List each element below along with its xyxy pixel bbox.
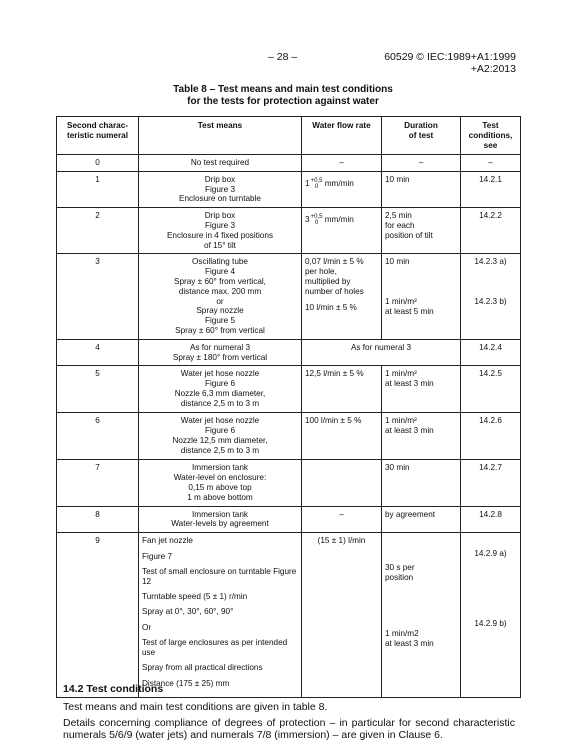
header-flow-rate: Water flow rate: [302, 117, 382, 155]
row-numeral: 8: [57, 506, 139, 533]
row-numeral: 9: [57, 533, 139, 698]
row-flow-rate: [302, 460, 382, 506]
row-duration: –: [382, 155, 461, 172]
table-header-row: [57, 117, 521, 155]
table-caption: [0, 84, 566, 108]
row-flow-rate: 12,5 l/min ± 5 %: [302, 366, 382, 413]
row-flow-rate: –: [302, 155, 382, 172]
row-conditions: 14.2.2: [461, 208, 521, 254]
paragraph: Details concerning compliance of degrees of protection – in particular for second characteristic numerals 5/6/9 (water jets) and numerals 7/8 (immersion) – are given in Clause 6.: [63, 717, 515, 742]
header-numeral: Second charac- teristic numeral: [57, 117, 139, 155]
table-row: [57, 208, 521, 254]
row-flow-rate: (15 ± 1) l/min: [302, 533, 382, 698]
row-duration: by agreement: [382, 506, 461, 533]
row-conditions: –: [461, 155, 521, 172]
row-test-means: Fan jet nozzle Figure 7 Test of small enclosure on turntable Figure 12 Turntable speed (5 ± 1) r/min Spray at 0°, 30°, 60°, 90° Or Test of large enclosures as per intended use Spray from all practical directions Distance (175 ± 25) mm: [139, 533, 302, 698]
caption-line-1: Table 8 – Test means and main test conditions: [173, 84, 393, 95]
row-conditions: 14.2.6: [461, 413, 521, 460]
row-flow-rate: –: [302, 506, 382, 533]
standard-reference: [380, 51, 516, 75]
standard-line-2: +A2:2013: [470, 63, 516, 75]
row-conditions: 14.2.8: [461, 506, 521, 533]
section-title: 14.2 Test conditions: [63, 683, 164, 695]
row-conditions: 14.2.9 a) 14.2.9 b): [461, 533, 521, 698]
row-test-means: Drip box Figure 3 Enclosure in 4 fixed positions of 15° tilt: [139, 208, 302, 254]
row-flow-rate: 1 +0,5 0 mm/min: [302, 171, 382, 207]
row-conditions: 14.2.7: [461, 460, 521, 506]
row-test-means: Water jet hose nozzle Figure 6 Nozzle 12,5 mm diameter, distance 2,5 m to 3 m: [139, 413, 302, 460]
row-test-means: Immersion tank Water-levels by agreement: [139, 506, 302, 533]
test-means-table: [56, 116, 521, 698]
row-numeral: 3: [57, 254, 139, 339]
page-number: – 28 –: [268, 51, 298, 63]
row-duration: 30 min: [382, 460, 461, 506]
row-flow-rate: 3 +0,5 0 mm/min: [302, 208, 382, 254]
row-numeral: 5: [57, 366, 139, 413]
row-conditions: 14.2.5: [461, 366, 521, 413]
row-flow-duration-merged: As for numeral 3: [302, 339, 461, 366]
table-row: [57, 155, 521, 172]
row-numeral: 2: [57, 208, 139, 254]
header-duration: Duration of test: [382, 117, 461, 155]
row-flow-rate: 100 l/min ± 5 %: [302, 413, 382, 460]
table-row: [57, 339, 521, 366]
row-numeral: 6: [57, 413, 139, 460]
row-test-means: As for numeral 3 Spray ± 180° from vertical: [139, 339, 302, 366]
row-conditions: 14.2.4: [461, 339, 521, 366]
table-row: [57, 533, 521, 698]
table-row: [57, 366, 521, 413]
row-duration: 2,5 min for each position of tilt: [382, 208, 461, 254]
row-test-means: No test required: [139, 155, 302, 172]
row-numeral: 7: [57, 460, 139, 506]
paragraph: Test means and main test conditions are given in table 8.: [63, 701, 328, 713]
table-row: [57, 254, 521, 339]
table-row: [57, 506, 521, 533]
row-conditions: 14.2.3 a) 14.2.3 b): [461, 254, 521, 339]
row-duration: 30 s per position 1 min/m2 at least 3 min: [382, 533, 461, 698]
table-row: [57, 171, 521, 207]
row-duration: 1 min/m² at least 3 min: [382, 413, 461, 460]
row-conditions: 14.2.1: [461, 171, 521, 207]
row-test-means: Immersion tank Water-level on enclosure: 0,15 m above top 1 m above bottom: [139, 460, 302, 506]
header-test-means: Test means: [139, 117, 302, 155]
standard-line-1: 60529 © IEC:1989+A1:1999: [384, 51, 516, 63]
caption-line-2: for the tests for protection against water: [187, 96, 379, 107]
row-test-means: Oscillating tube Figure 4 Spray ± 60° from vertical, distance max. 200 mm or Spray nozzle Figure 5 Spray ± 60° from vertical: [139, 254, 302, 339]
table-row: [57, 460, 521, 506]
row-test-means: Water jet hose nozzle Figure 6 Nozzle 6,3 mm diameter, distance 2,5 m to 3 m: [139, 366, 302, 413]
row-test-means: Drip box Figure 3 Enclosure on turntable: [139, 171, 302, 207]
row-numeral: 1: [57, 171, 139, 207]
row-numeral: 4: [57, 339, 139, 366]
row-duration: 1 min/m² at least 3 min: [382, 366, 461, 413]
row-duration: 10 min: [382, 171, 461, 207]
table-row: [57, 413, 521, 460]
header-conditions: Test conditions, see: [461, 117, 521, 155]
row-flow-rate: 0,07 l/min ± 5 % per hole, multiplied by number of holes 10 l/min ± 5 %: [302, 254, 382, 339]
row-duration: 10 min 1 min/m² at least 5 min: [382, 254, 461, 339]
row-numeral: 0: [57, 155, 139, 172]
